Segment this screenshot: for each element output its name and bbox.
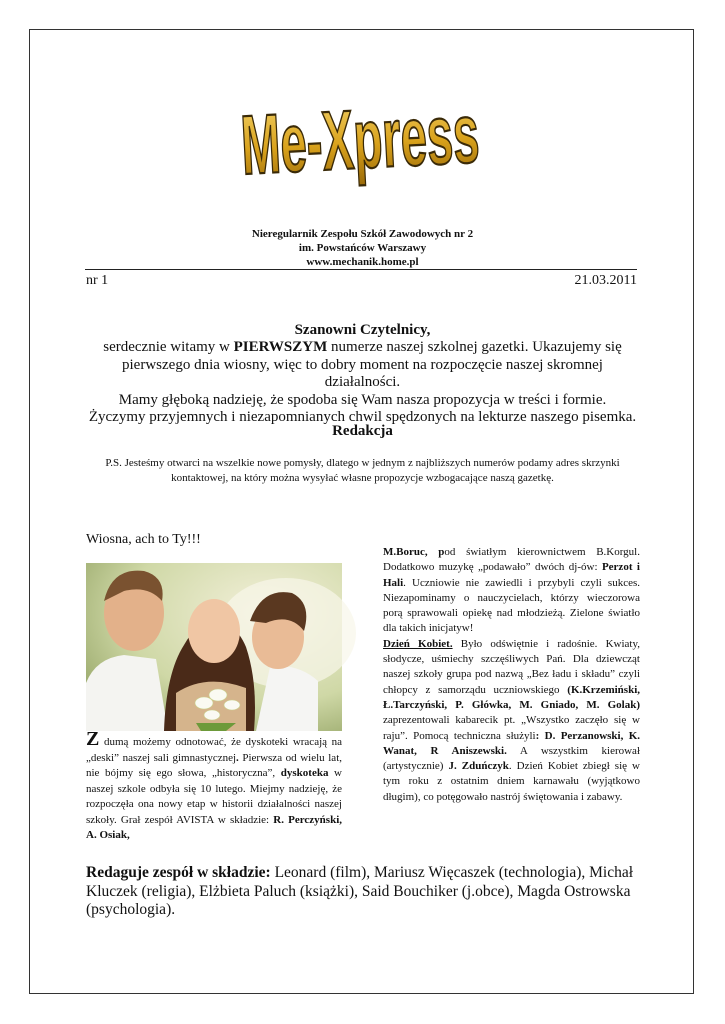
editorial-team <box>86 864 646 920</box>
article-text-bold: . <box>236 751 239 764</box>
logo-text: Me-Xpress <box>238 76 668 193</box>
postscript: P.S. Jesteśmy otwarci na wszelkie nowe pomysły, dlatego w jednym z najbliższych numerów podamy adres skrzynki kontaktowej, na który można wysyłać własne propozycje wzbogacające naszą gazetkę. <box>105 457 620 484</box>
greeting-text: Mamy głęboką nadzieję, że spodoba się Wam nasza propozycja w treści i formie. <box>118 391 607 408</box>
article-text: dumą możemy odnotować, że dyskoteki wracają na „deski” naszej sali gimnastycznej <box>86 736 342 764</box>
greeting-body <box>85 339 640 427</box>
article-text-bold: R. Perczyński, A. Osiak, <box>86 813 342 841</box>
article-text-bold: (K.Krzemiński, Ł.Tarczyński, P. Główka, M. Gniado, M. Golak) <box>383 683 640 711</box>
greeting-text: numerze naszej szkolnej gazetki. Ukazujemy się pierwszego dnia wiosny, więc to dobry moment na rozpoczęcie naszej skromnej działalności. <box>122 339 622 390</box>
article-text: Pierwsza od wielu lat, nie bójmy się ego słowa, „historyczna”, <box>86 751 342 779</box>
article-text-bold: J. Zduńczyk <box>448 760 509 773</box>
editorial-signature: Redakcja <box>332 423 393 439</box>
header-rule <box>85 269 637 270</box>
article-text-bold: : D. Perzanowski, K. Wanat, R Aniszewski. <box>383 729 641 757</box>
article-title: Wiosna, ach to Ty!!! <box>86 532 201 547</box>
section-heading-womens-day: Dzień Kobiet. <box>383 637 453 650</box>
article-text: Było odświętnie i radośnie. Kwiaty, słodycze, uśmiechy szczęśliwych Pań. Dla dziewcząt naszej szkoły grupa pod nazwą „Bez ładu i składu” czyli chłopcy z samorządu uczniowskiego <box>383 637 640 696</box>
family-photo <box>86 563 342 731</box>
greeting-text: serdecznie witamy w <box>103 339 234 355</box>
me-xpress-logo <box>235 76 668 208</box>
article-column-left <box>86 728 342 844</box>
article-text: . Dzień Kobiet zbiegł się w tym roku z ostatnim dniem karnawału (wyjątkowo długim), co potęgowało nastrój świętowania i zabawy. <box>383 760 640 803</box>
article-text: w naszej szkole odbyła się 10 lutego. Miejmy nadzieję, że rozpoczęła ona nowy etap w historii działalności naszej szkoły. Grał zespół AVISTA w składzie: <box>86 767 342 826</box>
article-text: od światłym kierownictwem B.Korgul. Dodatkowo muzykę „podawało” dwóch dj-ów: <box>383 546 640 574</box>
article-text-bold: M.Boruc, p <box>383 546 445 558</box>
editorial-team-members: Leonard (film), Mariusz Więcaszek (technologia), Michał Kluczek (religia), Elżbieta Paluch (książki), Said Bouchiker (j.obce), Magda Ostrowska (psychologia). <box>86 864 634 918</box>
drop-cap: Z <box>86 728 100 750</box>
masthead-line-school: Nieregularnik Zespołu Szkół Zawodowych nr 2 <box>251 228 474 240</box>
article-column-right <box>383 545 640 805</box>
issue-number: nr 1 <box>86 273 109 288</box>
issue-date: 21.03.2011 <box>574 273 637 288</box>
greeting-title: Szanowni Czytelnicy, <box>294 322 431 338</box>
article-text: A wszystkim kierował (artystycznie) <box>383 744 640 773</box>
article-text: zaprezentowali kabarecik pt. „Wszystko zaczęło się w raju”. Pomocą techniczna służyli <box>383 714 640 742</box>
greeting-emphasis: PIERWSZYM <box>233 339 328 355</box>
masthead-website: www.mechanik.home.pl <box>306 256 419 268</box>
article-text-bold: dyskoteka <box>280 767 329 779</box>
masthead-line-patron: im. Powstańców Warszawy <box>298 242 427 254</box>
editorial-team-label: Redaguje zespół w składzie: <box>86 864 271 881</box>
greeting-text: Życzymy przyjemnych i niezapomnianych chwil spędzonych na lekturze naszego pisemka. <box>88 409 637 425</box>
article-text: . Uczniowie nie zawiedli i przybyli czyli sukces. Niezapominamy o nauczycielach, którzy wieczorowa porą sprawowali opiekę nad młodzieżą. Zielone światło dla takich inicjatyw! <box>383 576 640 635</box>
article-text-bold: Perzot i Hali <box>383 561 640 589</box>
